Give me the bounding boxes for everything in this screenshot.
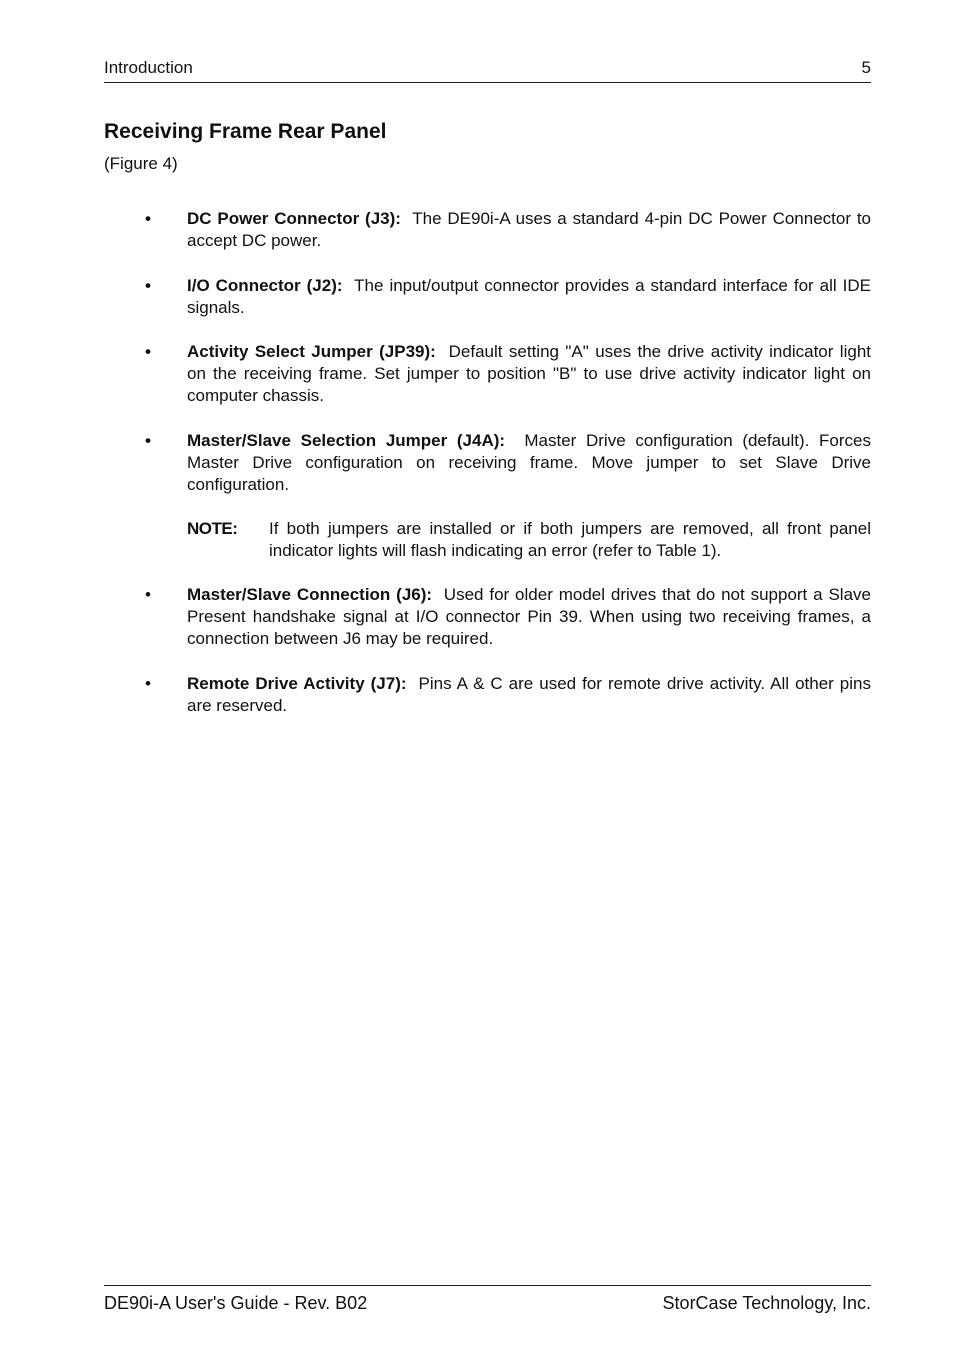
list-item-text [187, 208, 871, 252]
page-footer [104, 1285, 871, 1326]
item-description: The DE90i-A uses a standard 4-pin DC Power Connector to accept DC power. [187, 209, 872, 250]
item-description: The input/output connector provides a standard interface for all IDE signals. [187, 276, 872, 317]
note-label: NOTE: [187, 519, 238, 538]
page-number: 5 [861, 58, 871, 77]
page-header [104, 56, 871, 83]
footer-company: StorCase Technology, Inc. [662, 1293, 871, 1313]
list-item-text [187, 341, 871, 407]
item-label: I/O Connector (J2): [187, 276, 343, 295]
item-description: Pins A & C are used for remote drive activity. All other pins are reserved. [187, 674, 871, 715]
list-item-text [187, 584, 871, 650]
bullet: • [145, 585, 151, 604]
figure-reference: (Figure 4) [104, 154, 178, 173]
list-item-text [187, 673, 871, 717]
item-label: Activity Select Jumper (JP39): [187, 342, 436, 361]
item-label: Remote Drive Activity (J7): [187, 674, 407, 693]
note-text: If both jumpers are installed or if both jumpers are removed, all front panel indicator lights will flash indicating an error (refer to Table 1). [269, 519, 871, 560]
bullet: • [145, 209, 151, 228]
bullet: • [145, 276, 151, 295]
bullet: • [145, 342, 151, 361]
item-description: Master Drive configuration (default). Forces Master Drive configuration on receiving frame. Move jumper to set Slave Drive configuration. [187, 431, 872, 494]
section-title: Receiving Frame Rear Panel [104, 120, 387, 143]
item-description: Default setting "A" uses the drive activity indicator light on the receiving frame. Set jumper to position "B" to use drive activity indicator light on computer chassis. [187, 342, 871, 405]
bullet: • [145, 674, 151, 693]
header-section-name: Introduction [104, 58, 193, 77]
item-label: Master/Slave Connection (J6): [187, 585, 433, 604]
bullet: • [145, 431, 151, 450]
item-label: DC Power Connector (J3): [187, 209, 401, 228]
item-label: Master/Slave Selection Jumper (J4A): [187, 431, 506, 450]
list-item-text [187, 430, 871, 496]
footer-document-title: DE90i-A User's Guide - Rev. B02 [104, 1293, 368, 1313]
list-item-text [187, 275, 871, 319]
item-description: Used for older model drives that do not support a Slave Present handshake signal at I/O connector Pin 39. When using two receiving frames, a connection between J6 may be required. [187, 585, 871, 648]
